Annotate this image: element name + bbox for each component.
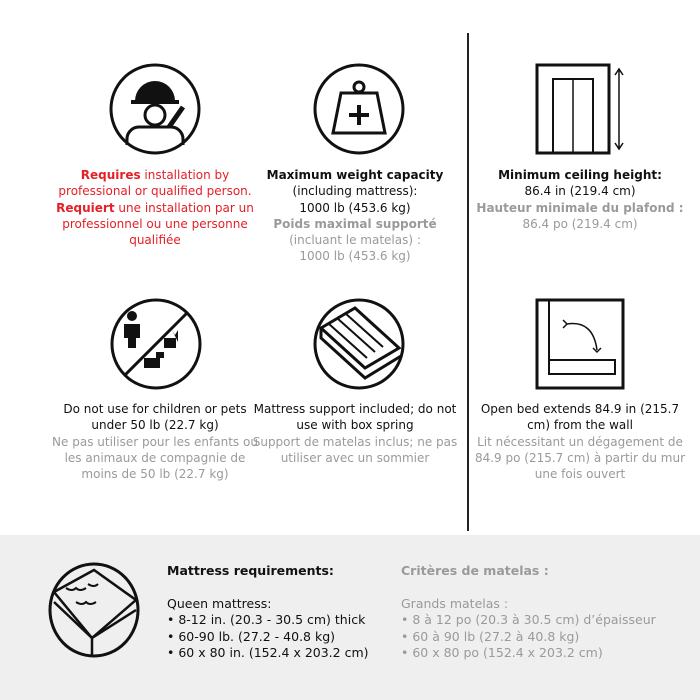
no-children-pets-note: Do not use for children or pets under 50 lb (22.7 kg) Ne pas utiliser pour les enfants ou les animaux de compagnie de moins de 50 lb (22.7 kg)	[52, 402, 258, 482]
weight-icon	[313, 63, 405, 155]
bed-extension-note: Open bed extends 84.9 in (215.7 cm) from the wall Lit nécessitant un dégagement de 84.9 po (215.7 cm) à partir du mur une fois ouvert	[474, 402, 686, 482]
mattress-requirements-fr: Critères de matelas : Grands matelas : • 8 à 12 po (20.3 à 30.5 cm) d’épaisseur • 60 à 90 lb (27.2 à 40.8 kg) • 60 x 80 po (152.4 x 203.2 cm)	[401, 563, 656, 660]
ceiling-height-icon	[535, 63, 627, 155]
ceiling-height: Minimum ceiling height: 86.4 in (219.4 cm) Hauteur minimale du plafond : 86.4 po (219.4 cm)	[476, 168, 684, 231]
mattress-support-icon	[313, 298, 405, 390]
installation-note: Requires installation by professional or qualified person. Requiert une installation par un professionnel ou une personne qualifiée	[56, 168, 254, 248]
weight-capacity: Maximum weight capacity (including mattress): 1000 lb (453.6 kg) Poids maximal supporté (incluant le matelas) : 1000 lb (453.6 kg)	[266, 168, 444, 264]
installer-icon	[97, 63, 213, 155]
divider	[467, 33, 469, 531]
mattress-icon	[48, 562, 140, 658]
no-children-pets-icon	[110, 298, 202, 390]
mattress-requirements-en: Mattress requirements: Queen mattress: • 8-12 in. (20.3 - 30.5 cm) thick • 60-90 lb. (27.2 - 40.8 kg) • 60 x 80 in. (152.4 x 203.2 cm)	[167, 563, 369, 660]
bed-extension-icon	[535, 298, 627, 390]
mattress-support-note: Mattress support included; do not use with box spring Support de matelas inclus; ne pas utiliser avec un sommier	[252, 402, 458, 465]
